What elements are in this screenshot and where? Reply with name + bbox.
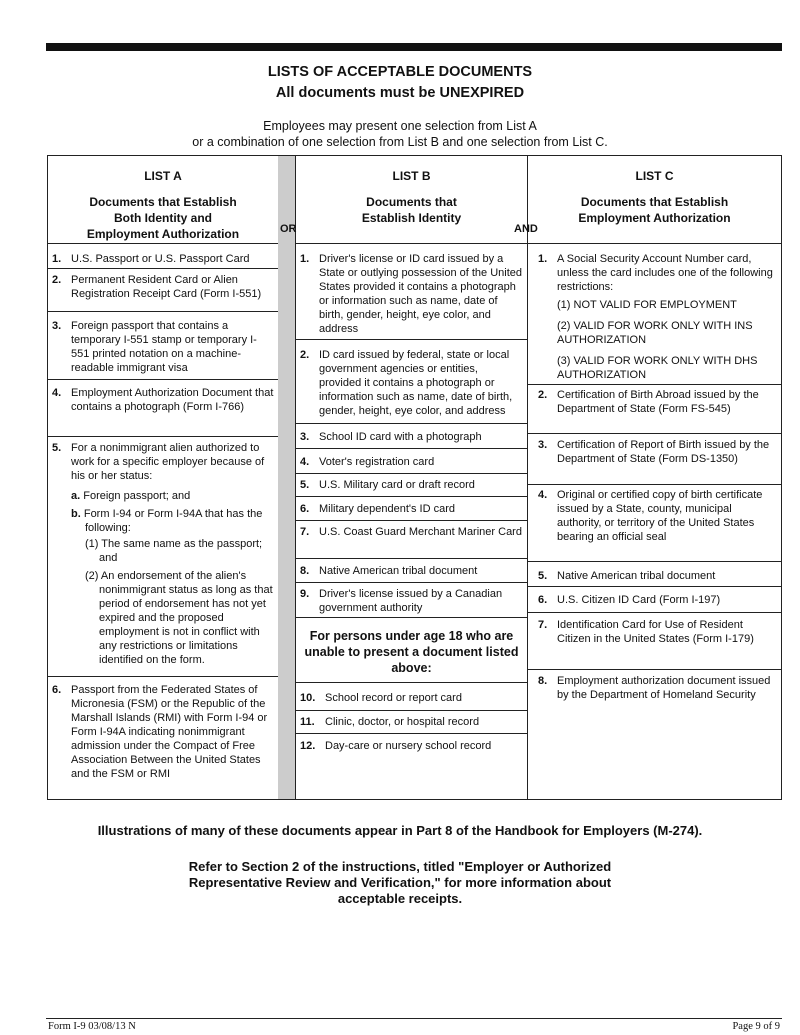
list-c-column bbox=[528, 156, 781, 799]
divider bbox=[296, 710, 527, 711]
list-item: 2. Permanent Resident Card or Alien Registration Receipt Card (Form I-551) bbox=[52, 274, 262, 300]
divider bbox=[528, 433, 781, 434]
top-rule bbox=[46, 43, 782, 51]
list-item: 6. Passport from the Federated States of Micronesia (FSM) or the Republic of the Marshall Islands (RMI) with Form I-94 or Form I-94A indicating nonimmigrant admission under the Compact of Free Association Between the United States and the FSM or RMI bbox=[52, 684, 268, 780]
divider bbox=[296, 423, 527, 424]
footer-rule bbox=[46, 1018, 782, 1019]
divider bbox=[296, 582, 527, 583]
list-item: 5. U.S. Military card or draft record bbox=[300, 479, 475, 491]
under-18-note: For persons under age 18 who are unable to present a document listed above: bbox=[304, 629, 519, 675]
page-title: LISTS OF ACCEPTABLE DOCUMENTS bbox=[267, 64, 533, 80]
divider bbox=[296, 448, 527, 449]
list-item: 3. School ID card with a photograph bbox=[300, 431, 482, 443]
or-label: OR bbox=[280, 223, 297, 235]
list-b-header bbox=[296, 168, 527, 226]
divider bbox=[48, 243, 278, 244]
list-item: 4. Voter's registration card bbox=[300, 456, 435, 468]
list-b-heading: Documents that Establish Identity bbox=[361, 195, 462, 225]
divider bbox=[296, 682, 527, 683]
list-item: 2. Certification of Birth Abroad issued by the Department of State (Form FS-545) bbox=[538, 389, 759, 415]
divider bbox=[48, 311, 278, 312]
list-item: 6. Military dependent's ID card bbox=[300, 503, 455, 515]
list-item: 6. U.S. Citizen ID Card (Form I-197) bbox=[538, 594, 721, 606]
list-item: 5. Native American tribal document bbox=[538, 570, 716, 582]
list-item: 12. Day-care or nursery school record bbox=[300, 740, 492, 752]
divider bbox=[528, 586, 781, 587]
list-b-name: LIST B bbox=[392, 169, 431, 183]
list-item: 8. Native American tribal document bbox=[300, 565, 478, 577]
or-separator-band bbox=[278, 156, 296, 799]
list-a-column bbox=[48, 156, 279, 799]
list-item: 7. Identification Card for Use of Resident Citizen in the United States (Form I-179) bbox=[538, 619, 754, 645]
list-item: 1. U.S. Passport or U.S. Passport Card bbox=[52, 253, 250, 265]
illustrations-note: Illustrations of many of these documents appear in Part 8 of the Handbook for Employers (M-274). bbox=[97, 823, 703, 838]
documents-table bbox=[47, 155, 782, 800]
list-item: 1. A Social Security Account Number card, unless the card includes one of the following restrictions: (1) NOT VALID FOR EMPLOYMENT (2) VALID FOR WORK ONLY WITH INS AUTHORIZATION (3) VALID FOR WORK ONLY WITH DHS AUTHORIZATION bbox=[538, 253, 773, 381]
list-item: 3. Certification of Report of Birth issued by the Department of State (Form DS-1350) bbox=[538, 439, 770, 465]
list-b-column bbox=[296, 156, 528, 799]
list-c-header bbox=[528, 168, 781, 226]
list-a-name: LIST A bbox=[144, 169, 182, 183]
divider bbox=[528, 243, 781, 244]
divider bbox=[528, 612, 781, 613]
intro-line-2: or a combination of one selection from List B and one selection from List C. bbox=[192, 135, 608, 149]
list-c-name: LIST C bbox=[635, 169, 674, 183]
list-item: 10. School record or report card bbox=[300, 692, 462, 704]
form-id: Form I-9 03/08/13 N bbox=[48, 1021, 136, 1032]
page-subtitle: All documents must be UNEXPIRED bbox=[275, 85, 525, 101]
divider bbox=[296, 733, 527, 734]
divider bbox=[48, 676, 278, 677]
divider bbox=[296, 339, 527, 340]
list-a-heading: Documents that Establish Both Identity and Employment Authorization bbox=[86, 195, 240, 241]
divider bbox=[296, 520, 527, 521]
list-item: 9. Driver's license issued by a Canadian government authority bbox=[300, 588, 503, 614]
divider bbox=[48, 436, 278, 437]
refer-note: Refer to Section 2 of the instructions, titled "Employer or Authorized Representative Review and Verification," for more information about acceptable receipts. bbox=[188, 859, 612, 906]
list-item: 3. Foreign passport that contains a temporary I-551 stamp or temporary I-551 printed notation on a machine-readable immigrant visa bbox=[52, 320, 257, 374]
list-item: 2. ID card issued by federal, state or local government agencies or entities, provided it contains a photograph or information such as name, date of birth, gender, height, eye color, and address bbox=[300, 349, 513, 417]
divider bbox=[528, 669, 781, 670]
list-item: 1. Driver's license or ID card issued by a State or outlying possession of the United States provided it contains a photograph or information such as name, date of birth, gender, height, eye color, and address bbox=[300, 253, 523, 335]
list-item: 4. Employment Authorization Document that contains a photograph (Form I-766) bbox=[52, 387, 274, 413]
list-item: 5. For a nonimmigrant alien authorized to work for a specific employer because of his or her status: a. Foreign passport; and b. Form I-94 or Form I-94A that has the following: (1) The same name as the passport; and (2) An endorsement of the alien's nonimmigrant status as long as that period of endorsement has not yet expired and the proposed employment is not in conflict with any restrictions or limitations identified on the form. bbox=[52, 442, 273, 666]
intro-line-1: Employees may present one selection from List A bbox=[263, 119, 537, 133]
divider bbox=[528, 484, 781, 485]
list-a-header bbox=[48, 168, 278, 242]
list-item: 4. Original or certified copy of birth certificate issued by a State, county, municipal authority, or territory of the United States bearing an official seal bbox=[538, 489, 763, 543]
divider bbox=[48, 268, 278, 269]
divider bbox=[528, 384, 781, 385]
divider bbox=[296, 243, 527, 244]
divider bbox=[296, 473, 527, 474]
list-c-heading: Documents that Establish Employment Authorization bbox=[578, 195, 731, 225]
list-item: 8. Employment authorization document issued by the Department of Homeland Security bbox=[538, 675, 771, 701]
divider bbox=[48, 379, 278, 380]
divider bbox=[296, 496, 527, 497]
divider bbox=[528, 561, 781, 562]
list-item: 7. U.S. Coast Guard Merchant Mariner Card bbox=[300, 526, 522, 538]
page-number: Page 9 of 9 bbox=[732, 1021, 780, 1032]
divider bbox=[296, 617, 527, 618]
list-item: 11. Clinic, doctor, or hospital record bbox=[300, 716, 480, 728]
and-label: AND bbox=[514, 223, 538, 235]
divider bbox=[296, 558, 527, 559]
